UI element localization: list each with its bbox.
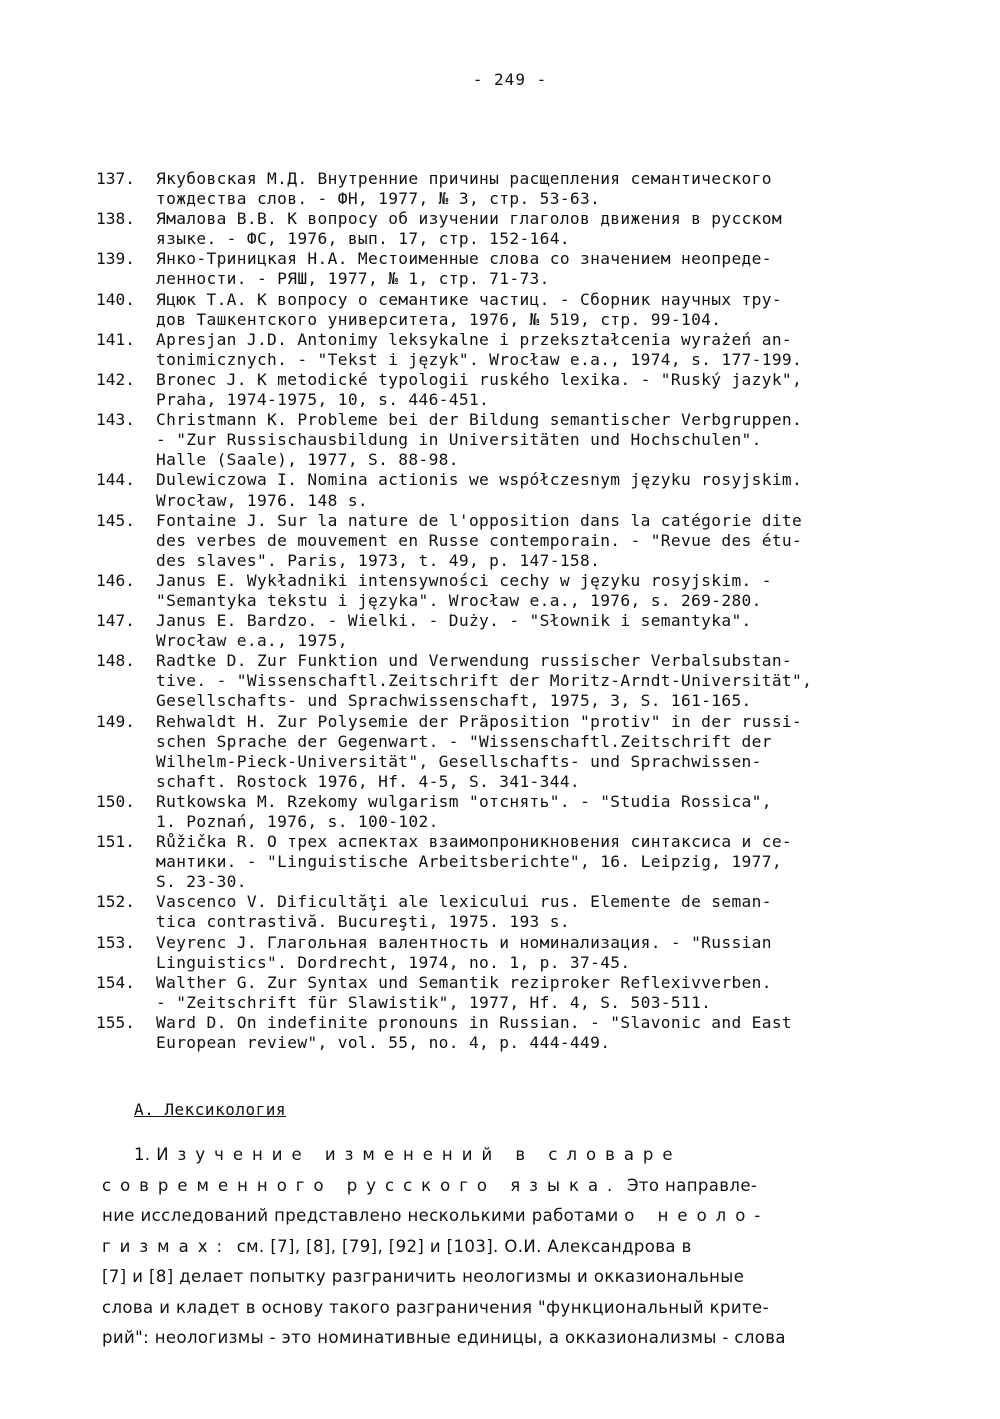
paragraph-spaced-term: о неоло- гизмах: (102, 1206, 770, 1256)
reference-item (96, 792, 956, 832)
reference-item (96, 511, 956, 571)
reference-item (96, 832, 956, 892)
reference-number: 148. (96, 651, 135, 671)
reference-text: Ямалова В.В. К вопросу об изучении глаголов движения в русском языке. - ФС, 1976, вып. 17, стр. 152-164. (156, 209, 782, 249)
reference-item (96, 330, 956, 370)
reference-item (96, 712, 956, 792)
reference-text: Rehwaldt H. Zur Polysemie der Präposition "protiv" in der russi- schen Sprache der Gegenwart. - "Wissenschaftl.Zeitschrift der Wilhelm-Pieck-Universität", Gesellschafts- und Sprachwissen- schaft. Rostock 1976, Hf. 4-5, S. 341-344. (156, 711, 803, 791)
reference-number: 155. (96, 1012, 135, 1032)
paragraph-number: 1. (134, 1145, 151, 1164)
reference-item (96, 1013, 956, 1053)
reference-item (96, 933, 956, 973)
reference-number: 142. (96, 369, 135, 389)
reference-number: 141. (96, 329, 135, 349)
reference-list (96, 169, 956, 1053)
reference-text: Veyrenc J. Глагольная валентность и номинализация. - "Russian Linguistics". Dordrecht, 1974, no. 1, p. 37-45. (156, 932, 772, 972)
reference-item (96, 651, 956, 711)
reference-item (96, 470, 956, 510)
reference-number: 140. (96, 289, 135, 309)
reference-number: 139. (96, 249, 135, 269)
reference-text: Яцюк Т.А. К вопросу о семантике частиц. - Сборник научных тру- дов Ташкентского университета, 1976, № 519, стр. 99-104. (156, 289, 782, 329)
reference-text: Radtke D. Zur Funktion und Verwendung russischer Verbalsubstan- tive. - "Wissenschaftl.Zeitschrift der Moritz-Arndt-Universität", Gesellschafts- und Sprachwissenschaft, 1975, 3, S. 161-165. (156, 651, 813, 711)
reference-item (96, 169, 956, 209)
reference-text: Christmann K. Probleme bei der Bildung semantischer Verbgruppen. - "Zur Russischausbildung in Universitäten und Hochschulen". Halle (Saale), 1977, S. 88-98. (156, 410, 803, 470)
reference-number: 150. (96, 791, 135, 811)
reference-item (96, 290, 956, 330)
reference-text: Bronec J. K metodické typologii ruského lexika. - "Ruský jazyk", Praha, 1974-1975, 10, s. 446-451. (156, 369, 803, 410)
paragraph-text-part2: см. [7], [8], [79], [92] и [103]. О.И. Александрова в [7] и [8] делает попытку разграничить неологизмы и окказиональные слова и кладет в основу такого разграничения "функциональный крите- рий": неологизмы - это номинативные единицы, а окказионализмы - слова (102, 1236, 786, 1347)
reference-number: 151. (96, 832, 135, 852)
section-heading: А. Лексикология (134, 1100, 286, 1119)
reference-number: 143. (96, 410, 135, 430)
reference-number: 152. (96, 892, 135, 912)
reference-text: Walther G. Zur Syntax und Semantik reziproker Reflexivverben. - "Zeitschrift für Slawistik", 1977, Hf. 4, S. 503-511. (156, 972, 772, 1012)
reference-item (96, 973, 956, 1013)
reference-text: Vascenco V. Dificultăţi ale lexicului rus. Elemente de seman- tica contrastivă. Bucureşti, 1975. 193 s. (156, 892, 772, 932)
paragraph-title-line2: современного русского языка. (102, 1175, 622, 1195)
reference-text: Janus E. Wykładniki intensywności cechy w języku rosyjskim. - "Semantyka tekstu i języka". Wrocław e.a., 1976, s. 269-280. (156, 570, 772, 610)
reference-item (96, 571, 956, 611)
reference-number: 144. (96, 470, 135, 490)
reference-text: Růžička R. О трех аспектах взаимопроникновения синтаксиса и се- мантики. - "Linguistische Arbeitsberichte", 16. Leipzig, 1977, S. 23-30. (156, 832, 793, 892)
section-paragraph (102, 1140, 942, 1354)
reference-text: Ward D. On indefinite pronouns in Russian. - "Slavonic and East European review", vol. 55, no. 4, p. 444-449. (156, 1012, 793, 1053)
reference-item (96, 611, 956, 651)
reference-number: 137. (96, 169, 135, 188)
page-number: - 249 - (472, 70, 548, 89)
reference-number: 138. (96, 209, 135, 229)
reference-number: 154. (96, 972, 135, 992)
reference-number: 147. (96, 611, 135, 631)
reference-item (96, 249, 956, 289)
reference-text: Janus E. Bardzo. - Wielki. - Duży. - "Słownik i semantyka". Wrocław e.a., 1975, (156, 611, 752, 651)
reference-item (96, 209, 956, 249)
reference-number: 146. (96, 570, 135, 590)
reference-item (96, 892, 956, 932)
reference-text: Якубовская М.Д. Внутренние причины расщепления семантического тождества слов. - ФН, 1977, № 3, стр. 53-63. (156, 169, 772, 209)
reference-text: Fontaine J. Sur la nature de l'opposition dans la catégorie dite des verbes de mouvement en Russe contemporain. - "Revue des étu- des slaves". Paris, 1973, t. 49, p. 147-158. (156, 510, 803, 570)
paragraph-text-part1: Это направле- ние исследований представлено несколькими работами (102, 1175, 758, 1225)
reference-text: Apresjan J.D. Antonimy leksykalne i przekształcenia wyrażeń an- tonimicznych. - "Tekst i język". Wrocław e.a., 1974, s. 177-199. (156, 329, 803, 369)
reference-number: 145. (96, 510, 135, 530)
paragraph-title-line1: Изучение изменений в словаре (156, 1145, 682, 1164)
reference-text: Dulewiczowa I. Nomina actionis we współczesnym języku rosyjskim. Wrocław, 1976. 148 s. (156, 470, 803, 510)
reference-item (96, 410, 956, 470)
reference-text: Rutkowska M. Rzekomy wulgarism "отснять". - "Studia Rossica", 1. Poznań, 1976, s. 100-102. (156, 791, 772, 831)
reference-item (96, 370, 956, 410)
reference-text: Янко-Триницкая Н.А. Местоименные слова со значением неопреде- ленности. - РЯШ, 1977, № 1, стр. 71-73. (156, 249, 772, 289)
reference-number: 153. (96, 932, 135, 952)
reference-number: 149. (96, 711, 135, 731)
